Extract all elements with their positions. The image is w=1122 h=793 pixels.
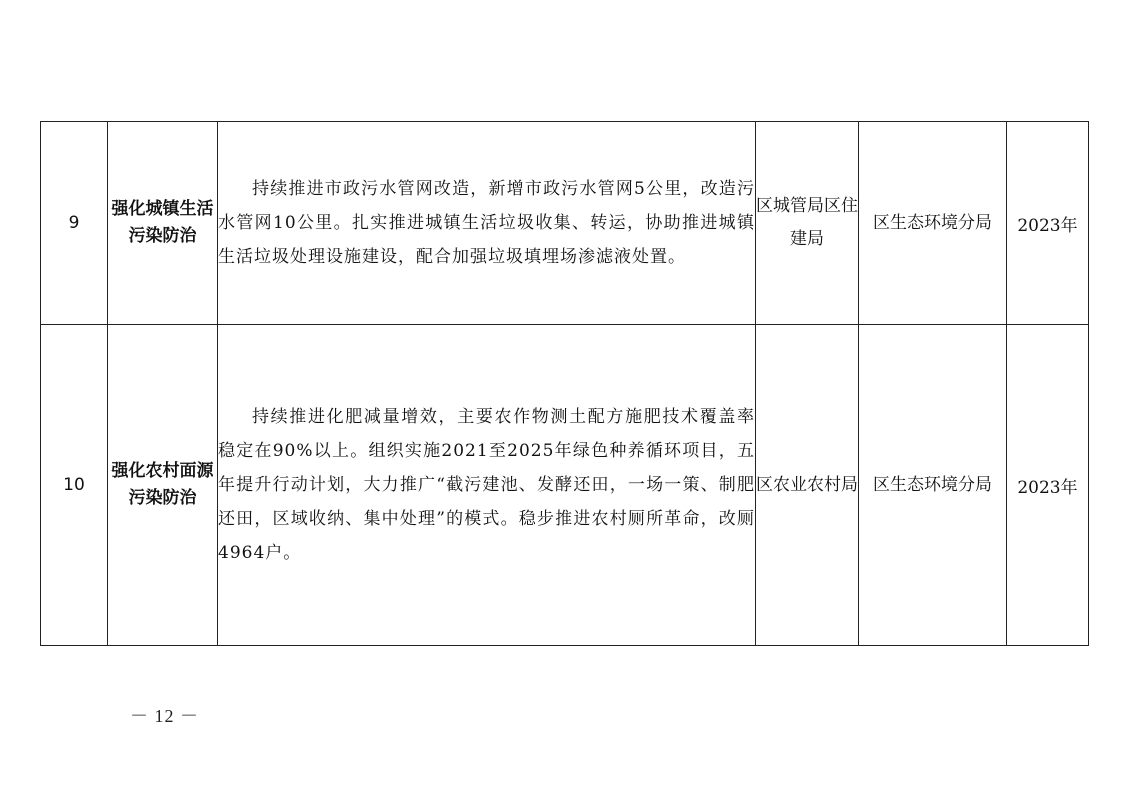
lead-unit: 区城管局区住建局 bbox=[756, 122, 859, 325]
table-row bbox=[41, 325, 1089, 646]
task-table bbox=[40, 121, 1089, 646]
task-content-cell bbox=[218, 122, 756, 325]
deadline: 2023年 bbox=[1007, 325, 1089, 646]
cooperating-unit: 区生态环境分局 bbox=[859, 122, 1007, 325]
cooperating-unit: 区生态环境分局 bbox=[859, 325, 1007, 646]
task-content: 持续推进市政污水管网改造，新增市政污水管网5公里，改造污水管网10公里。扎实推进城镇生活垃圾收集、转运，协助推进城镇生活垃圾处理设施建设，配合加强垃圾填埋场渗滤液处置。 bbox=[218, 179, 755, 267]
task-name: 强化城镇生活污染防治 bbox=[108, 122, 218, 325]
page-number: － 12 － bbox=[130, 706, 199, 726]
row-number: 10 bbox=[41, 325, 108, 646]
table-row bbox=[41, 122, 1089, 325]
task-content-cell bbox=[218, 325, 756, 646]
deadline: 2023年 bbox=[1007, 122, 1089, 325]
task-name: 强化农村面源污染防治 bbox=[108, 325, 218, 646]
lead-unit: 区农业农村局 bbox=[756, 325, 859, 646]
task-content: 持续推进化肥减量增效，主要农作物测土配方施肥技术覆盖率稳定在90%以上。组织实施2021至2025年绿色种养循环项目，五年提升行动计划，大力推广“截污建池、发酵还田，一场一策、制肥还田，区域收纳、集中处理”的模式。稳步推进农村厕所革命，改厕4964户。 bbox=[218, 407, 755, 563]
row-number: 9 bbox=[41, 122, 108, 325]
